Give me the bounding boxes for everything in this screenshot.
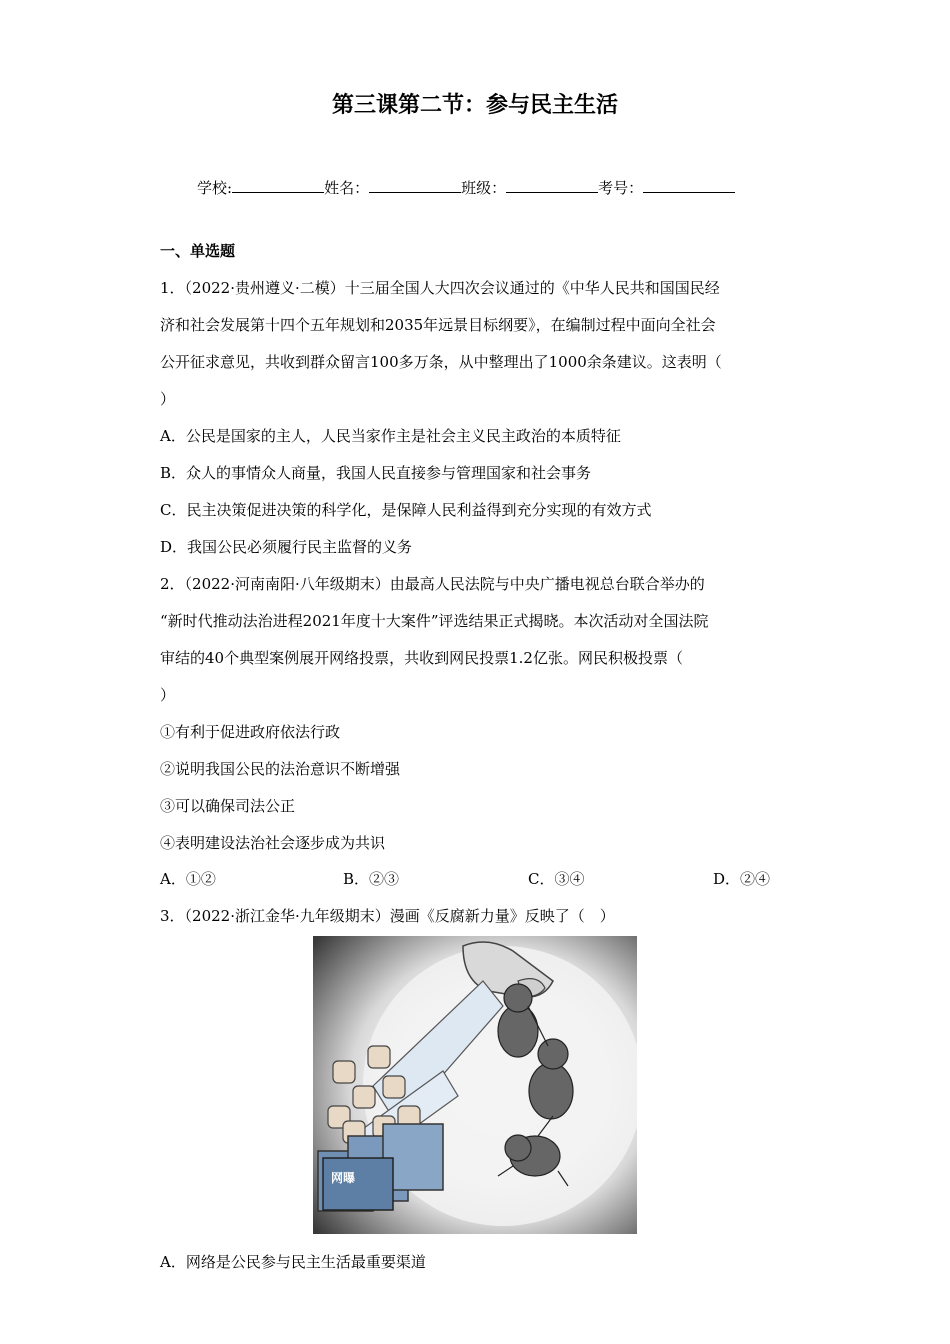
page-title: 第三课第二节：参与民主生活 bbox=[331, 93, 618, 118]
name-blank[interactable] bbox=[369, 178, 461, 193]
q1-stem-line-2: 济和社会发展第十四个五年规划和2035年远景目标纲要》，在编制过程中面向全社会 bbox=[160, 316, 716, 334]
school-label: 学校: bbox=[197, 179, 233, 197]
q1-option-d[interactable]: D．我国公民必须履行民主监督的义务 bbox=[160, 538, 413, 556]
q2-stem-line-2: “新时代推动法治进程2021年度十大案件”评选结果正式揭晓。本次活动对全国法院 bbox=[160, 612, 709, 630]
q1-stem-line-3: 公开征求意见，共收到群众留言100多万条，从中整理出了1000余条建议。这表明（ bbox=[160, 353, 722, 371]
q3-option-a[interactable]: A．网络是公民参与民主生活最重要渠道 bbox=[160, 1253, 426, 1271]
school-blank[interactable] bbox=[232, 178, 324, 193]
q2-statement-2: ②说明我国公民的法治意识不断增强 bbox=[160, 760, 401, 778]
q1-option-b[interactable]: B．众人的事情众人商量，我国人民直接参与管理国家和社会事务 bbox=[160, 464, 592, 482]
student-info-line bbox=[197, 177, 735, 198]
q2-stem-line-4: ） bbox=[160, 686, 176, 704]
class-label: 班级： bbox=[461, 179, 507, 197]
q3-stem-line-1: 3．（2022·浙江金华·九年级期末）漫画《反腐新力量》反映了（ ） bbox=[160, 907, 615, 925]
q2-option-a[interactable]: A．①② bbox=[160, 870, 216, 888]
q2-stem-line-1: 2．（2022·河南南阳·八年级期末）由最高人民法院与中央广播电视总台联合举办的 bbox=[160, 575, 705, 593]
q2-statement-3: ③可以确保司法公正 bbox=[160, 797, 296, 815]
exam-no-label: 考号： bbox=[598, 179, 644, 197]
monitor-label: 网曝 bbox=[331, 1171, 356, 1185]
q2-option-d[interactable]: D．②④ bbox=[713, 870, 771, 888]
q2-statement-4: ④表明建设法治社会逐步成为共识 bbox=[160, 834, 386, 852]
q2-statement-1: ①有利于促进政府依法行政 bbox=[160, 723, 341, 741]
exam-no-blank[interactable] bbox=[643, 178, 735, 193]
anti-corruption-cartoon bbox=[313, 936, 637, 1234]
q2-option-b[interactable]: B．②③ bbox=[343, 870, 400, 888]
class-blank[interactable] bbox=[506, 178, 598, 193]
q1-stem-line-1: 1．（2022·贵州遵义·二模）十三届全国人大四次会议通过的《中华人民共和国国民经 bbox=[160, 279, 720, 297]
q2-option-c[interactable]: C．③④ bbox=[528, 870, 585, 888]
section-heading: 一、单选题 bbox=[160, 242, 236, 260]
q2-stem-line-3: 审结的40个典型案例展开网络投票，共收到网民投票1.2亿张。网民积极投票（ bbox=[160, 649, 683, 667]
cartoon-illustration bbox=[313, 936, 637, 1234]
q1-stem-line-4: ） bbox=[160, 390, 176, 408]
name-label: 姓名： bbox=[324, 179, 370, 197]
q1-option-c[interactable]: C．民主决策促进决策的科学化，是保障人民利益得到充分实现的有效方式 bbox=[160, 501, 652, 519]
q1-option-a[interactable]: A．公民是国家的主人，人民当家作主是社会主义民主政治的本质特征 bbox=[160, 427, 621, 445]
